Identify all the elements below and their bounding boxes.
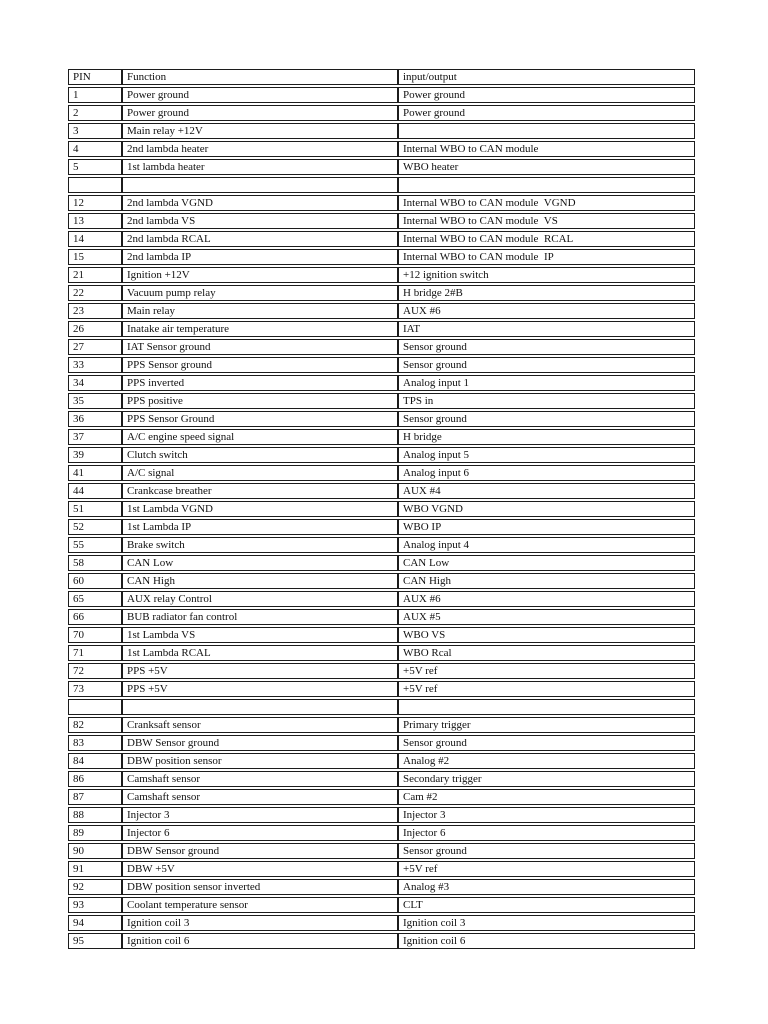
io-cell: CLT: [398, 897, 695, 913]
io-cell: Sensor ground: [398, 735, 695, 751]
io-cell: CAN Low: [398, 555, 695, 571]
io-cell: +5V ref: [398, 681, 695, 697]
io-cell: WBO VGND: [398, 501, 695, 517]
pin-cell: 87: [68, 789, 122, 805]
function-cell: Clutch switch: [122, 447, 398, 463]
column-header-pin: PIN: [68, 69, 122, 85]
io-cell: +12 ignition switch: [398, 267, 695, 283]
io-cell: WBO Rcal: [398, 645, 695, 661]
table-row: [68, 213, 695, 229]
io-cell: Ignition coil 6: [398, 933, 695, 949]
io-cell: Analog input 4: [398, 537, 695, 553]
function-cell: Power ground: [122, 105, 398, 121]
io-cell: Internal WBO to CAN module VS: [398, 213, 695, 229]
table-row: [68, 771, 695, 787]
io-cell: H bridge 2#B: [398, 285, 695, 301]
io-cell: CAN High: [398, 573, 695, 589]
function-cell: Coolant temperature sensor: [122, 897, 398, 913]
io-cell: [398, 123, 695, 139]
pin-cell: 23: [68, 303, 122, 319]
function-cell: Camshaft sensor: [122, 771, 398, 787]
table-row: [68, 645, 695, 661]
io-cell: Cam #2: [398, 789, 695, 805]
table-row: [68, 915, 695, 931]
table-row: [68, 267, 695, 283]
io-cell: AUX #6: [398, 303, 695, 319]
function-cell: 1st Lambda VGND: [122, 501, 398, 517]
pin-cell: 93: [68, 897, 122, 913]
pin-cell: 34: [68, 375, 122, 391]
pinout-table-body: [68, 87, 695, 949]
pin-cell: 83: [68, 735, 122, 751]
pin-cell: 52: [68, 519, 122, 535]
io-cell: Power ground: [398, 105, 695, 121]
pin-cell: 91: [68, 861, 122, 877]
function-cell: A/C engine speed signal: [122, 429, 398, 445]
function-cell: [122, 699, 398, 715]
table-row: [68, 375, 695, 391]
pin-cell: 27: [68, 339, 122, 355]
table-row: [68, 411, 695, 427]
table-row: [68, 429, 695, 445]
function-cell: DBW position sensor: [122, 753, 398, 769]
pin-cell: 5: [68, 159, 122, 175]
pin-cell: 35: [68, 393, 122, 409]
io-cell: Analog #3: [398, 879, 695, 895]
function-cell: Ignition coil 3: [122, 915, 398, 931]
function-cell: PPS Sensor Ground: [122, 411, 398, 427]
table-row: [68, 699, 695, 715]
function-cell: PPS inverted: [122, 375, 398, 391]
io-cell: Analog input 6: [398, 465, 695, 481]
io-cell: Sensor ground: [398, 339, 695, 355]
function-cell: 1st Lambda IP: [122, 519, 398, 535]
io-cell: Injector 3: [398, 807, 695, 823]
io-cell: Sensor ground: [398, 357, 695, 373]
io-cell: AUX #5: [398, 609, 695, 625]
table-row: [68, 555, 695, 571]
table-row: [68, 141, 695, 157]
io-cell: Internal WBO to CAN module IP: [398, 249, 695, 265]
table-row: [68, 177, 695, 193]
function-cell: Camshaft sensor: [122, 789, 398, 805]
table-row: [68, 249, 695, 265]
table-row: [68, 195, 695, 211]
table-row: [68, 483, 695, 499]
function-cell: Crankcase breather: [122, 483, 398, 499]
pin-cell: 58: [68, 555, 122, 571]
function-cell: Ignition coil 6: [122, 933, 398, 949]
pin-cell: 33: [68, 357, 122, 373]
column-header-function: Function: [122, 69, 398, 85]
io-cell: IAT: [398, 321, 695, 337]
function-cell: Injector 6: [122, 825, 398, 841]
pin-cell: 21: [68, 267, 122, 283]
table-row: [68, 573, 695, 589]
pin-cell: 86: [68, 771, 122, 787]
io-cell: Internal WBO to CAN module VGND: [398, 195, 695, 211]
function-cell: 2nd lambda VS: [122, 213, 398, 229]
table-row: [68, 879, 695, 895]
pin-cell: 13: [68, 213, 122, 229]
io-cell: AUX #6: [398, 591, 695, 607]
function-cell: 1st lambda heater: [122, 159, 398, 175]
table-row: [68, 87, 695, 103]
function-cell: Main relay +12V: [122, 123, 398, 139]
pin-cell: 90: [68, 843, 122, 859]
header-row: [68, 69, 695, 85]
io-cell: WBO VS: [398, 627, 695, 643]
pin-cell: 44: [68, 483, 122, 499]
table-row: [68, 339, 695, 355]
pin-cell: 73: [68, 681, 122, 697]
pin-cell: 26: [68, 321, 122, 337]
pin-cell: [68, 177, 122, 193]
function-cell: 1st Lambda RCAL: [122, 645, 398, 661]
io-cell: Ignition coil 3: [398, 915, 695, 931]
pin-cell: 22: [68, 285, 122, 301]
pin-cell: 39: [68, 447, 122, 463]
function-cell: PPS positive: [122, 393, 398, 409]
io-cell: H bridge: [398, 429, 695, 445]
function-cell: Vacuum pump relay: [122, 285, 398, 301]
function-cell: DBW Sensor ground: [122, 843, 398, 859]
function-cell: A/C signal: [122, 465, 398, 481]
pin-cell: 37: [68, 429, 122, 445]
function-cell: PPS +5V: [122, 663, 398, 679]
io-cell: Sensor ground: [398, 411, 695, 427]
function-cell: CAN Low: [122, 555, 398, 571]
pin-cell: 84: [68, 753, 122, 769]
function-cell: Brake switch: [122, 537, 398, 553]
pin-cell: 15: [68, 249, 122, 265]
pin-cell: 92: [68, 879, 122, 895]
function-cell: 2nd lambda IP: [122, 249, 398, 265]
table-row: [68, 231, 695, 247]
table-row: [68, 663, 695, 679]
function-cell: AUX relay Control: [122, 591, 398, 607]
pin-cell: 95: [68, 933, 122, 949]
function-cell: Power ground: [122, 87, 398, 103]
pin-cell: [68, 699, 122, 715]
pin-cell: 89: [68, 825, 122, 841]
table-row: [68, 807, 695, 823]
pin-cell: 71: [68, 645, 122, 661]
pin-cell: 82: [68, 717, 122, 733]
table-row: [68, 717, 695, 733]
table-row: [68, 735, 695, 751]
io-cell: Internal WBO to CAN module RCAL: [398, 231, 695, 247]
function-cell: 2nd lambda heater: [122, 141, 398, 157]
function-cell: 2nd lambda VGND: [122, 195, 398, 211]
pin-cell: 36: [68, 411, 122, 427]
function-cell: PPS +5V: [122, 681, 398, 697]
io-cell: Power ground: [398, 87, 695, 103]
function-cell: PPS Sensor ground: [122, 357, 398, 373]
table-row: [68, 933, 695, 949]
io-cell: Sensor ground: [398, 843, 695, 859]
pin-cell: 41: [68, 465, 122, 481]
table-row: [68, 285, 695, 301]
table-row: [68, 501, 695, 517]
pin-cell: 88: [68, 807, 122, 823]
table-row: [68, 825, 695, 841]
io-cell: Analog #2: [398, 753, 695, 769]
table-row: [68, 789, 695, 805]
function-cell: [122, 177, 398, 193]
table-row: [68, 447, 695, 463]
io-cell: Internal WBO to CAN module: [398, 141, 695, 157]
function-cell: Injector 3: [122, 807, 398, 823]
pin-cell: 3: [68, 123, 122, 139]
function-cell: CAN High: [122, 573, 398, 589]
pin-cell: 4: [68, 141, 122, 157]
table-row: [68, 627, 695, 643]
table-row: [68, 303, 695, 319]
function-cell: IAT Sensor ground: [122, 339, 398, 355]
pin-cell: 1: [68, 87, 122, 103]
pin-cell: 2: [68, 105, 122, 121]
function-cell: 1st Lambda VS: [122, 627, 398, 643]
io-cell: Secondary trigger: [398, 771, 695, 787]
pin-cell: 51: [68, 501, 122, 517]
table-row: [68, 591, 695, 607]
io-cell: WBO IP: [398, 519, 695, 535]
function-cell: Ignition +12V: [122, 267, 398, 283]
pinout-table: [68, 67, 695, 951]
table-row: [68, 897, 695, 913]
io-cell: [398, 699, 695, 715]
table-row: [68, 123, 695, 139]
pin-cell: 94: [68, 915, 122, 931]
table-row: [68, 519, 695, 535]
table-row: [68, 393, 695, 409]
pin-cell: 70: [68, 627, 122, 643]
io-cell: Primary trigger: [398, 717, 695, 733]
io-cell: Analog input 1: [398, 375, 695, 391]
io-cell: [398, 177, 695, 193]
pin-cell: 65: [68, 591, 122, 607]
io-cell: +5V ref: [398, 663, 695, 679]
table-row: [68, 843, 695, 859]
function-cell: Main relay: [122, 303, 398, 319]
pin-cell: 55: [68, 537, 122, 553]
table-row: [68, 105, 695, 121]
io-cell: AUX #4: [398, 483, 695, 499]
table-row: [68, 357, 695, 373]
pin-cell: 12: [68, 195, 122, 211]
function-cell: DBW +5V: [122, 861, 398, 877]
function-cell: DBW position sensor inverted: [122, 879, 398, 895]
table-row: [68, 609, 695, 625]
column-header-io: input/output: [398, 69, 695, 85]
io-cell: TPS in: [398, 393, 695, 409]
table-row: [68, 861, 695, 877]
function-cell: Inatake air temperature: [122, 321, 398, 337]
pin-cell: 60: [68, 573, 122, 589]
io-cell: Injector 6: [398, 825, 695, 841]
table-row: [68, 681, 695, 697]
table-row: [68, 465, 695, 481]
table-row: [68, 537, 695, 553]
io-cell: +5V ref: [398, 861, 695, 877]
table-row: [68, 753, 695, 769]
io-cell: Analog input 5: [398, 447, 695, 463]
function-cell: BUB radiator fan control: [122, 609, 398, 625]
function-cell: DBW Sensor ground: [122, 735, 398, 751]
table-row: [68, 321, 695, 337]
pin-cell: 66: [68, 609, 122, 625]
pin-cell: 14: [68, 231, 122, 247]
io-cell: WBO heater: [398, 159, 695, 175]
table-row: [68, 159, 695, 175]
pin-cell: 72: [68, 663, 122, 679]
function-cell: Cranksaft sensor: [122, 717, 398, 733]
function-cell: 2nd lambda RCAL: [122, 231, 398, 247]
